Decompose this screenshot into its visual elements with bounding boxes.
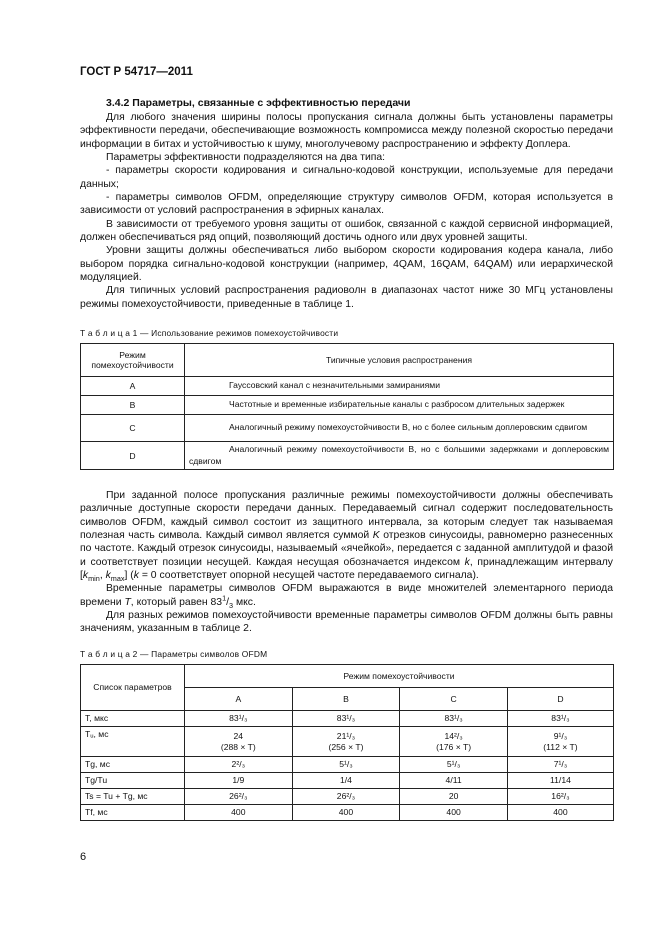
paragraph: - параметры скорости кодирования и сигнально-кодовой конструкции, используемые для передачи данных; bbox=[80, 165, 613, 190]
table-cell: 5¹/₃ bbox=[292, 757, 400, 773]
param-name: Tg, мс bbox=[81, 757, 185, 773]
table2-mode-head: D bbox=[507, 688, 613, 711]
paragraph: Для типичных условий распространения радиоволн в диапазонах частот ниже 30 МГц установлены режимы помехоустойчивости, приведенные в таблице 1. bbox=[80, 285, 613, 310]
paragraph: Временные параметры символов OFDM выражаются в виде множителей элементарного периода времени T, который равен $83^1/_3$ мкс. bbox=[80, 583, 613, 610]
page-number: 6 bbox=[80, 851, 87, 863]
table-cell: 83¹/₃ bbox=[292, 711, 400, 727]
table2-head-list: Список параметров bbox=[81, 665, 185, 711]
table-cell: 11/14 bbox=[507, 773, 613, 789]
table1-head-conditions: Типичные условия распространения bbox=[185, 344, 614, 377]
intro-text bbox=[80, 111, 613, 311]
section-title: 3.4.2 Параметры, связанные с эффективностью передачи bbox=[106, 97, 411, 109]
paragraph: В зависимости от требуемого уровня защиты от ошибок, связанной с каждой сервисной информацией, должен обеспечиваться ряд опций, позволяющий достичь одного или двух уровней защиты. bbox=[80, 218, 613, 244]
table-cell: 9¹/₃ (112 × T) bbox=[507, 727, 613, 757]
table-cell: 4/11 bbox=[400, 773, 508, 789]
table-cell: 26²/₃ bbox=[185, 789, 293, 805]
table2-mode-head: B bbox=[292, 688, 400, 711]
table-cell: 14²/₃ (176 × T) bbox=[400, 727, 508, 757]
param-name: Tf, мс bbox=[81, 805, 185, 821]
table-cell: 5¹/₃ bbox=[400, 757, 508, 773]
body-text bbox=[80, 489, 613, 636]
table-cell: 2²/₃ bbox=[185, 757, 293, 773]
paragraph: При заданной полосе пропускания различные режимы помехоустойчивости должны обеспечивать различные доступные скорости передачи данных. Передаваемый сигнал содержит последовательность символов OFDM, каждый символ состоит из защитного интервала, за которым следует так называемая полезная часть символа. Каждый символ является суммой K отрезков синусоиды, равномерно разнесенных по частоте. Каждый отрезок синусоиды, называемый «ячейкой», передается с заданной амплитудой и фазой и соответствует позиции несущей. Каждая несущая обозначается индексом k, принадлежащим интервалу [$k_{min}$, $k_{max}$] (k = 0 соответствует опорной несущей частоте передаваемого сигнала). bbox=[80, 490, 613, 584]
table-cell: 16²/₃ bbox=[507, 789, 613, 805]
document-header: ГОСТ Р 54717—2011 bbox=[80, 66, 193, 78]
table-cell: 1/9 bbox=[185, 773, 293, 789]
table-cell: Частотные и временные избирательные каналы с разбросом длительных задержек bbox=[185, 396, 614, 415]
table-cell: A bbox=[81, 377, 185, 396]
table-cell: 400 bbox=[507, 805, 613, 821]
table-row bbox=[81, 789, 614, 805]
table1 bbox=[80, 343, 614, 470]
paragraph: Параметры эффективности подразделяются на два типа: bbox=[106, 152, 386, 164]
table-cell: 83¹/₃ bbox=[400, 711, 508, 727]
param-name: Tg/Tu bbox=[81, 773, 185, 789]
table2-head-mode: Режим помехоустойчивости bbox=[185, 665, 614, 688]
param-name: Tᵤ, мс bbox=[81, 727, 185, 757]
table2-mode-head: A bbox=[185, 688, 293, 711]
table-cell: 7¹/₃ bbox=[507, 757, 613, 773]
table-row bbox=[81, 757, 614, 773]
table-cell: 26²/₃ bbox=[292, 789, 400, 805]
table-cell: Аналогичный режиму помехоустойчивости B, но с большими задержками и доплеровским сдвигом bbox=[185, 442, 614, 470]
paragraph: Уровни защиты должны обеспечиваться либо выбором скорости кодирования кодера канала, либо выбором порядка сигнально-кодовой конструкции (например, 4QAM, 16QAM, 64QAM) или иерархической модуляцией. bbox=[80, 245, 613, 284]
table-cell: 21¹/₃ (256 × T) bbox=[292, 727, 400, 757]
table-cell: 1/4 bbox=[292, 773, 400, 789]
table-row bbox=[81, 805, 614, 821]
table2-mode-head: C bbox=[400, 688, 508, 711]
param-name: T, мкс bbox=[81, 711, 185, 727]
table-row bbox=[81, 727, 614, 757]
table-row bbox=[81, 711, 614, 727]
table-cell: 400 bbox=[185, 805, 293, 821]
table2-caption: Т а б л и ц а 2 — Параметры символов OFDM bbox=[80, 649, 268, 659]
table-cell: Аналогичный режиму помехоустойчивости B, но с более сильным доплеровским сдвигом bbox=[185, 415, 614, 442]
table1-caption: Т а б л и ц а 1 — Использование режимов помехоустойчивости bbox=[80, 328, 339, 338]
table-cell: 400 bbox=[400, 805, 508, 821]
table-row bbox=[81, 773, 614, 789]
paragraph: Для любого значения ширины полосы пропускания сигнала должны быть установлены параметры эффективности передачи, обеспечивающие возможность компромисса между полезной скоростью передачи информации в битах и устойчивостью к шуму, многолучевому распространению и эффекту Доплера. bbox=[80, 112, 613, 150]
table-cell: B bbox=[81, 396, 185, 415]
table1-head-mode: Режим помехоустойчивости bbox=[81, 344, 185, 377]
table-cell: 20 bbox=[400, 789, 508, 805]
param-name: Ts = Tu + Tg, мс bbox=[81, 789, 185, 805]
table-cell: 83¹/₃ bbox=[185, 711, 293, 727]
paragraph: Для разных режимов помехоустойчивости временные параметры символов OFDM должны быть равны значениям, указанным в таблице 2. bbox=[80, 610, 613, 635]
table2 bbox=[80, 664, 614, 821]
table-cell: C bbox=[81, 415, 185, 442]
table-cell: 83¹/₃ bbox=[507, 711, 613, 727]
table-cell: 24 (288 × T) bbox=[185, 727, 293, 757]
paragraph: - параметры символов OFDM, определяющие структуру символов OFDM, которая используется в зависимости от условий распространения в эфирных каналах. bbox=[80, 192, 613, 217]
table-cell: D bbox=[81, 442, 185, 470]
table-cell: Гауссовский канал с незначительными замираниями bbox=[185, 377, 614, 396]
table-cell: 400 bbox=[292, 805, 400, 821]
